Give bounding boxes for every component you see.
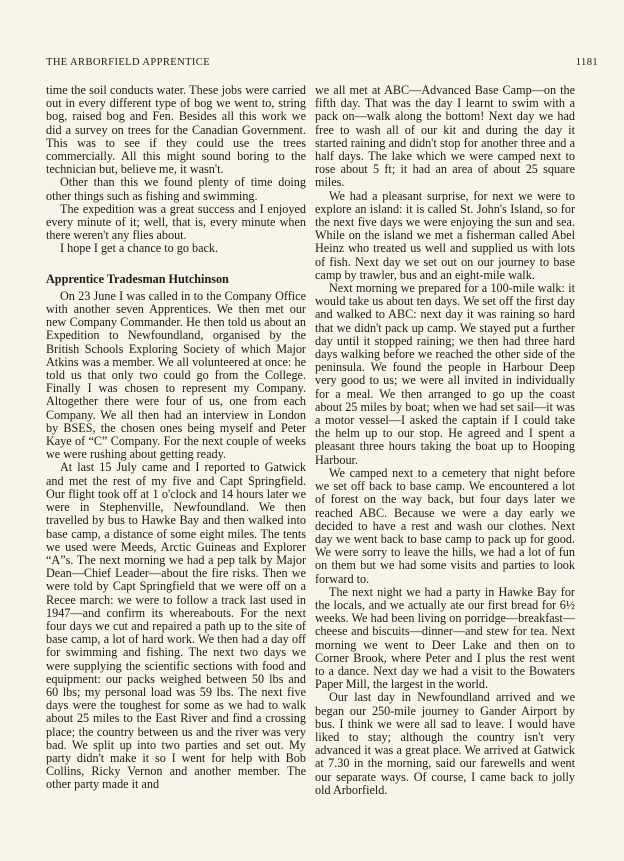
section-heading: Apprentice Tradesman Hutchinson <box>46 271 229 286</box>
paragraph: I hope I get a chance to go back. <box>60 241 219 256</box>
left-column <box>46 84 306 792</box>
paragraph: Our last day in Newfoundland arrived and we began our 250-mile journey to Gander Airport by bus. I think we were all sad to leave. I would have liked to stay; although the country isn't very advanced it was a great place. We arrived at Gatwick at 7.30 in the morning, said our farewells and went our separate ways. Of course, I came back to jolly old Arborfield. <box>315 690 575 797</box>
paragraph: We had a pleasant surprise, for next we were to explore an island: it is called St. John's Island, so for the next five days we were enjoying the sun and sea. While on the island we met a fisherman called Abel Heinz who treated us well and supplied us with lots of fish. Next day we set out on our journey to base camp by trawler, bus and an eight-mile walk. <box>315 188 575 282</box>
journal-title: THE ARBORFIELD APPRENTICE <box>46 57 211 68</box>
page-number: 1181 <box>575 57 598 68</box>
paragraph: we all met at ABC—Advanced Base Camp—on the fifth day. That was the day I learnt to swim with a pack on—walk along the bottom! Next day we had free to wash all of our kit and during the day it started raining and didn't stop for another three and a half days. The lake which we were camped next to rose about 5 ft; it had an area of about 25 square miles. <box>315 83 575 190</box>
paragraph: Next morning we prepared for a 100-mile walk: it would take us about ten days. We set off the first day and walked to ABC: next day it was raining so hard that we didn't pack up camp. We stayed put a further day until it stopped raining; we then had three hard days walking before we reached the other side of the peninsula. We found the people in Harbour Deep very good to us; we were all invited in individually for a meal. We then arranged to go up the coast about 25 miles by boat; when we had set sail—it was a motor vessel—I asked the captain if I could take the helm up to our stop. He agreed and I spent a pleasant three hours taking the boat up to Hooping Harbour. <box>315 281 575 467</box>
paragraph: time the soil conducts water. These jobs were carried out in every different type of bog we went to, string bog, raised bog and Fen. Besides all this work we did a survey on trees for the Canadian Government. This was to see if they could use the trees commercially. All this might sound boring to the technician but, believe me, it wasn't. <box>46 83 306 177</box>
paragraph: On 23 June I was called in to the Company Office with another seven Apprentices. We then met our new Company Commander. He then told us about an Expedition to Newfoundland, organised by the British Schools Exploring Society of which Major Atkins was a member. We all volunteered at once: he told us that only two could go from the College. Finally I was chosen to represent my Company. Altogether there were four of us, one from each Company. We all then had an interview in London by BSES, the chosen ones being myself and Peter Kaye of “C” Company. For the next couple of weeks we were rushing about getting ready. <box>46 288 306 462</box>
paragraph: Other than this we found plenty of time doing other things such as fishing and swimming. <box>46 175 306 203</box>
paragraph: The next night we had a party in Hawke Bay for the locals, and we actually ate our first bread for 6½ weeks. We had been living on porridge—breakfast—cheese and biscuits—dinner—and stew for tea. Next morning we went to Deer Lake and then on to Corner Brook, where Peter and I plus the rest went to a dance. Next day we had a visit to the Bowaters Paper Mill, the largest in the world. <box>315 584 575 692</box>
paragraph: We camped next to a cemetery that night before we set off back to base camp. We encountered a lot of forest on the way back, but four days later we reached ABC. Because we were a day early we decided to have a rest and wash our clothes. Next day we went back to base camp to pack up for good. We were sorry to leave the hills, we had a lot of fun on them but we had some visits and parties to look forward to. <box>315 465 575 586</box>
running-head <box>46 57 598 68</box>
right-column <box>315 84 575 797</box>
paragraph: The expedition was a great success and I enjoyed every minute of it; well, that is, every minute when there weren't any flies about. <box>46 201 306 243</box>
paragraph: At last 15 July came and I reported to Gatwick and met the rest of my five and Capt Springfield. Our flight took off at 1 o'clock and 14 hours later we were in Stephenville, Newfoundland. We then travelled by bus to Hawke Bay and then walked into base camp, a distance of some eight miles. The tents we used were Meeds, Arctic Guineas and Explorer “A”s. The next morning we had a pep talk by Major Dean—Chief Leader—about the fire risks. Then we were told by Capt Springfield that we were off on a Recee march: we were to follow a track last used in 1947—and confirm its whereabouts. For the next four days we cut and repaired a path up to the site of base camp, a lot of hard work. We then had a day off for swimming and fishing. The next two days we were supplying the scientific sections with food and equipment: our packs weighed between 50 lbs and 60 lbs; my personal load was 59 lbs. The next five days were the toughest for some as we had to walk about 25 miles to the East River and find a crossing place; the country between us and the river was very bad. We split up into two parties and set out. My party didn't make it so I went for help with Bob Collins, Ricky Vernon and another member. The other party made it and <box>46 460 306 792</box>
